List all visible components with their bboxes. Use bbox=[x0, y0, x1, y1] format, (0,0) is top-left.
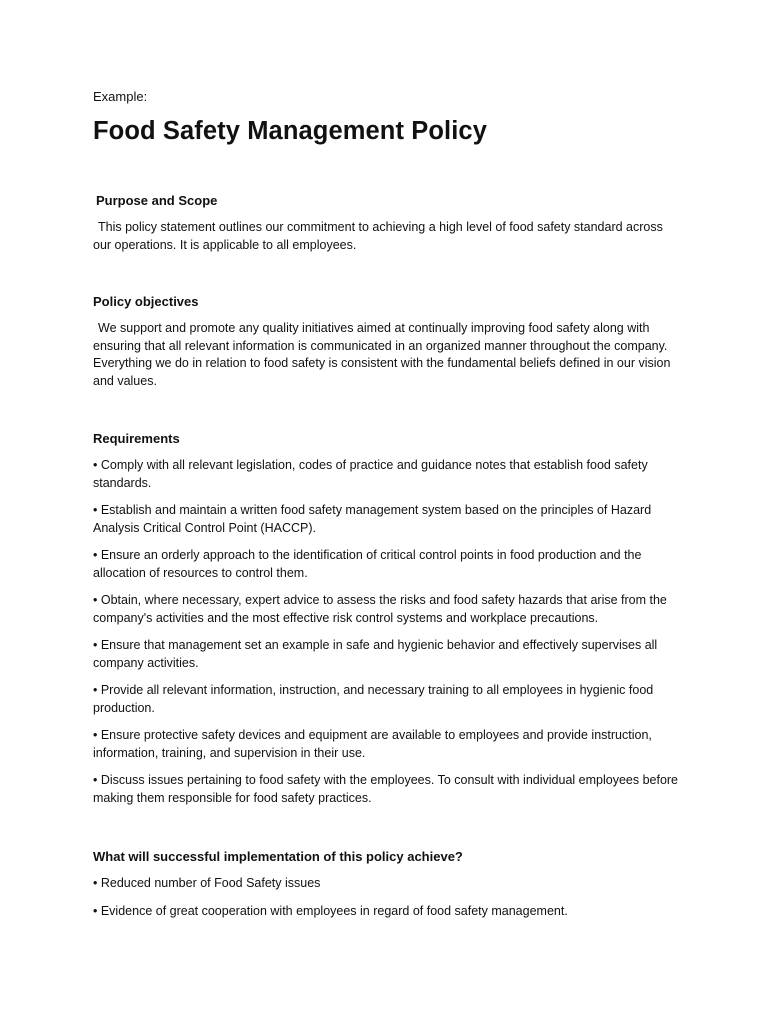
requirement-item: • Provide all relevant information, instruction, and necessary training to all employees in hygienic food production. bbox=[93, 683, 654, 715]
outcomes-heading: What will successful implementation of this policy achieve? bbox=[93, 849, 463, 864]
outcome-item: • Reduced number of Food Safety issues bbox=[93, 876, 321, 890]
requirement-item: • Ensure that management set an example in safe and hygienic behavior and effectively supervises all company activities. bbox=[93, 638, 658, 670]
requirement-item: • Obtain, where necessary, expert advice to assess the risks and food safety hazards that arise from the company's activities and the most effective risk control systems and workplace precautions. bbox=[93, 593, 667, 625]
objectives-body: We support and promote any quality initiatives aimed at continually improving food safety along with ensuring that all relevant information is communicated in an organized manner throughout the company. Everything we do in relation to food safety is consistent with the fundamental beliefs defined in our vision and values. bbox=[93, 321, 671, 389]
outcome-item: • Evidence of great cooperation with employees in regard of food safety management. bbox=[93, 904, 568, 918]
example-label: Example: bbox=[93, 89, 148, 104]
requirement-item: • Ensure protective safety devices and equipment are available to employees and provide instruction, information, training, and supervision in their use. bbox=[93, 728, 652, 760]
requirement-item: • Comply with all relevant legislation, codes of practice and guidance notes that establish food safety standards. bbox=[93, 458, 648, 490]
requirement-item: • Ensure an orderly approach to the identification of critical control points in food production and the allocation of resources to control them. bbox=[93, 548, 642, 580]
requirements-heading: Requirements bbox=[93, 431, 180, 446]
requirement-item: • Establish and maintain a written food safety management system based on the principles of Hazard Analysis Critical Control Point (HACCP). bbox=[93, 503, 652, 535]
requirement-item: • Discuss issues pertaining to food safety with the employees. To consult with individual employees before making them responsible for food safety practices. bbox=[93, 773, 679, 805]
purpose-body: This policy statement outlines our commitment to achieving a high level of food safety standard across our operations. It is applicable to all employees. bbox=[93, 220, 663, 252]
document-title: Food Safety Management Policy bbox=[93, 117, 487, 145]
purpose-heading: Purpose and Scope bbox=[96, 193, 218, 208]
objectives-heading: Policy objectives bbox=[93, 294, 199, 309]
